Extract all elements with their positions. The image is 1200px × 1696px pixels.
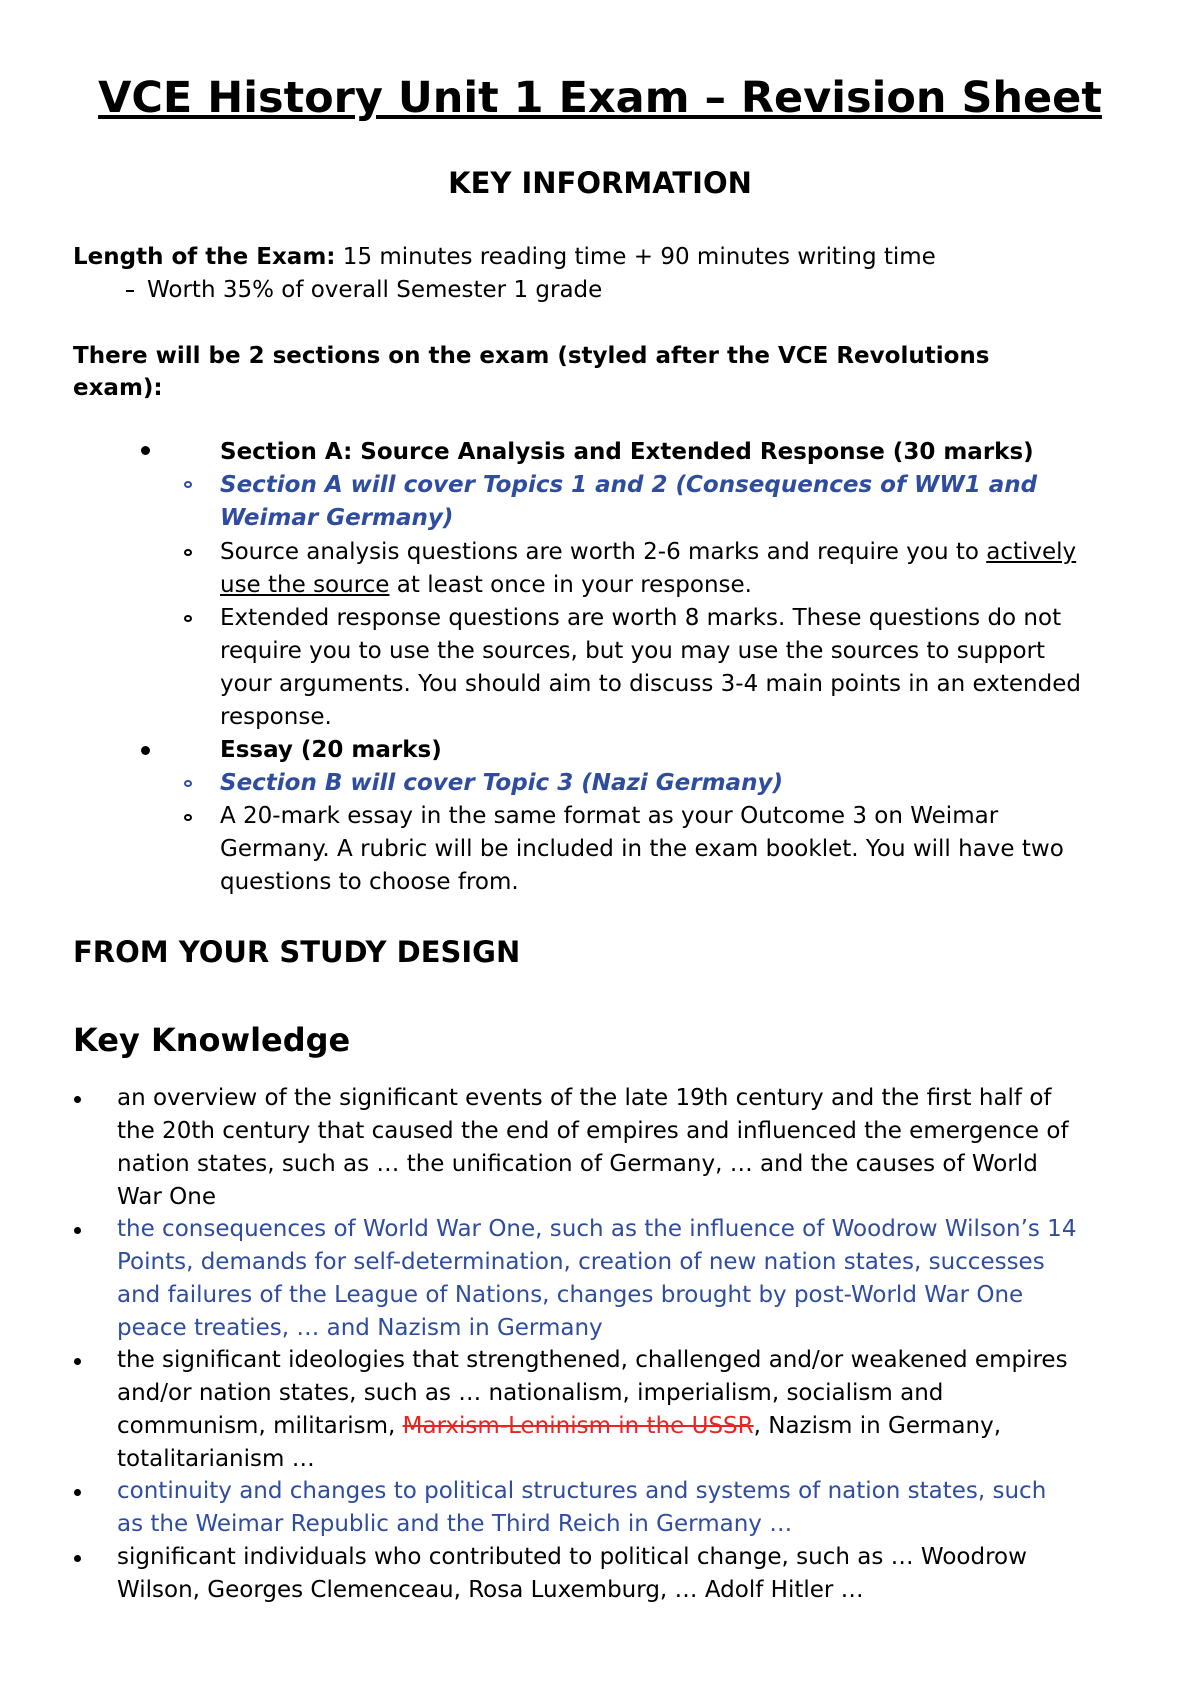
knowledge-3-line4: totalitarianism … (117, 1446, 315, 1472)
knowledge-2-line3: and failures of the League of Nations, changes brought by post-World War One (117, 1282, 1024, 1308)
source-analysis-line2 (220, 569, 752, 602)
knowledge-5-line1: significant individuals who contributed to political change, such as … Woodrow (117, 1544, 1027, 1570)
source-analysis-text: at least once in your response. (389, 572, 752, 598)
section-b-heading: Essay (20 marks) (220, 737, 442, 763)
essay-line1: A 20-mark essay in the same format as your Outcome 3 on Weimar (220, 803, 999, 829)
sections-intro-line1: There will be 2 sections on the exam (styled after the VCE Revolutions (73, 343, 990, 369)
essay-line2: Germany. A rubric will be included in the exam booklet. You will have two (220, 836, 1064, 862)
section-a-cover-line1: Section A will cover Topics 1 and 2 (Consequences of WW1 and (220, 472, 1038, 498)
bullet-disc (74, 1227, 81, 1234)
knowledge-3-text: communism, militarism, (117, 1413, 403, 1439)
struck-out-text: Marxism-Leninism in the USSR (402, 1413, 754, 1439)
bullet-circle (184, 481, 192, 488)
bullet-circle (184, 780, 192, 787)
exam-length-label: Length of the Exam: (73, 244, 336, 270)
source-analysis-underlined: use the source (220, 572, 390, 598)
knowledge-2-line1: the consequences of World War One, such as the influence of Woodrow Wilson’s 14 (117, 1216, 1077, 1242)
knowledge-4-line2: as the Weimar Republic and the Third Reich in Germany … (117, 1511, 793, 1537)
knowledge-5-line2: Wilson, Georges Clemenceau, Rosa Luxemburg, … Adolf Hitler … (117, 1577, 864, 1603)
section-a-cover-line2: Weimar Germany) (220, 505, 454, 531)
page-title: VCE History Unit 1 Exam – Revision Sheet (98, 73, 1102, 123)
bullet-disc (74, 1555, 81, 1562)
exam-length-value: 15 minutes reading time + 90 minutes writing time (335, 244, 936, 270)
sections-intro-line2: exam): (73, 375, 163, 401)
knowledge-4-line1: continuity and changes to political structures and systems of nation states, such (117, 1478, 1047, 1504)
knowledge-1-line4: War One (117, 1184, 216, 1210)
knowledge-1-line1: an overview of the significant events of the late 19th century and the first half of (117, 1085, 1052, 1111)
knowledge-3-line1: the significant ideologies that strengthened, challenged and/or weakened empires (117, 1347, 1068, 1373)
essay-line3: questions to choose from. (220, 869, 519, 895)
extended-response-line1: Extended response questions are worth 8 marks. These questions do not (220, 605, 1062, 631)
knowledge-2-line2: Points, demands for self-determination, creation of new nation states, successes (117, 1249, 1045, 1275)
knowledge-1-line3: nation states, such as … the unification of Germany, … and the causes of World (117, 1151, 1038, 1177)
extended-response-line2: require you to use the sources, but you may use the sources to support (220, 638, 1046, 664)
dash-bullet (126, 290, 134, 292)
knowledge-2-line4: peace treaties, … and Nazism in Germany (117, 1315, 603, 1341)
key-knowledge-heading: Key Knowledge (73, 1021, 351, 1059)
bullet-disc (74, 1489, 81, 1496)
bullet-circle (184, 615, 192, 622)
source-analysis-line1 (220, 536, 1076, 569)
extended-response-line3: your arguments. You should aim to discuss 3-4 main points in an extended (220, 671, 1081, 697)
source-analysis-underlined: actively (986, 539, 1077, 565)
knowledge-1-line2: the 20th century that caused the end of empires and influenced the emergence of (117, 1118, 1069, 1144)
section-a-heading: Section A: Source Analysis and Extended Response (30 marks) (220, 439, 1034, 465)
bullet-disc (141, 746, 150, 755)
knowledge-3-line3 (117, 1410, 1001, 1443)
exam-length-line (73, 241, 936, 274)
knowledge-3-line2: and/or nation states, such as … nationalism, imperialism, socialism and (117, 1380, 944, 1406)
knowledge-3-text: , Nazism in Germany, (753, 1413, 1002, 1439)
key-information-heading: KEY INFORMATION (448, 166, 752, 200)
bullet-disc (141, 446, 150, 455)
source-analysis-text: Source analysis questions are worth 2-6 marks and require you to (220, 539, 987, 565)
study-design-heading: FROM YOUR STUDY DESIGN (73, 935, 521, 969)
bullet-disc (74, 1096, 81, 1103)
section-b-cover: Section B will cover Topic 3 (Nazi Germany) (220, 770, 783, 796)
bullet-circle (184, 814, 192, 821)
exam-worth: Worth 35% of overall Semester 1 grade (147, 277, 603, 303)
extended-response-line4: response. (220, 704, 332, 730)
bullet-circle (184, 549, 192, 556)
bullet-disc (74, 1358, 81, 1365)
